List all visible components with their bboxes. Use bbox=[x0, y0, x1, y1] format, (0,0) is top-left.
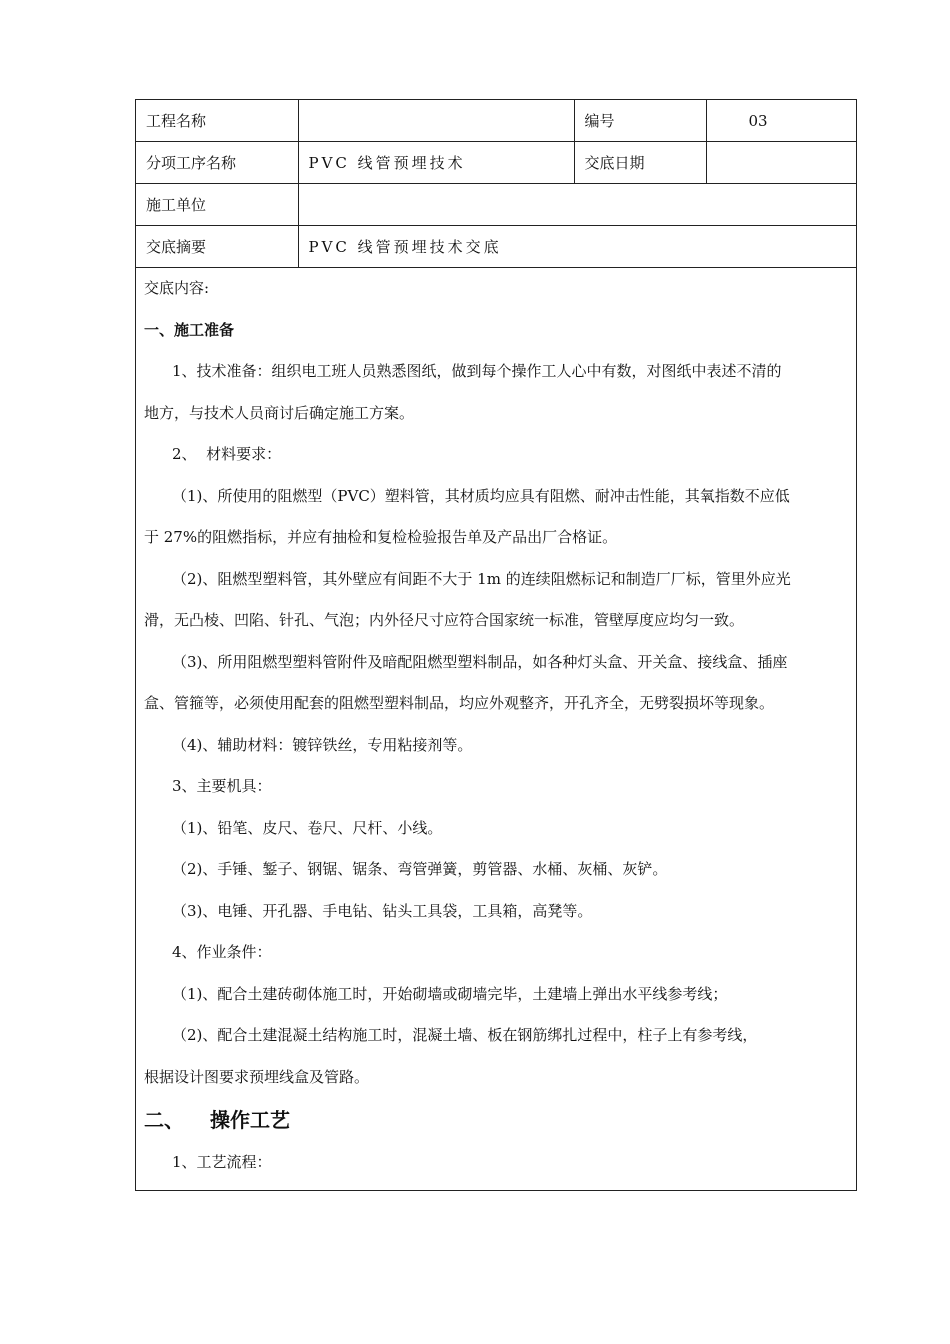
paragraph-4-title: 4、作业条件： bbox=[172, 943, 272, 961]
number-value: 03 bbox=[706, 100, 856, 142]
header-row-subitem bbox=[136, 142, 856, 184]
handover-content bbox=[136, 268, 856, 1184]
paragraph-2-2-line-1: （2)、阻燃型塑料管，其外壁应有间距不大于 1m 的连续阻燃标记和制造厂厂标，管里外应光 bbox=[172, 569, 791, 588]
sub-item-value: PVC 线管预埋技术 bbox=[298, 142, 574, 184]
summary-value: PVC 线管预埋技术交底 bbox=[298, 226, 856, 268]
paragraph-3-1: （1)、铅笔、皮尺、卷尺、尺杆、小线。 bbox=[172, 818, 443, 837]
number-label: 编号 bbox=[574, 100, 706, 142]
handover-date-label: 交底日期 bbox=[574, 142, 706, 184]
project-name-label: 工程名称 bbox=[136, 100, 298, 142]
paragraph-3-title: 3、主要机具： bbox=[172, 777, 272, 795]
section-2-number: 二、 bbox=[144, 1108, 184, 1132]
summary-label: 交底摘要 bbox=[136, 226, 298, 268]
paragraph-2-3-line-2: 盒、管箍等，必须使用配套的阻燃型塑料制品，均应外观整齐，开孔齐全，无劈裂损坏等现象。 bbox=[144, 694, 775, 712]
sub-item-label: 分项工序名称 bbox=[136, 142, 298, 184]
paragraph-4-2-line-1: （2)、配合土建混凝土结构施工时，混凝土墙、板在钢筋绑扎过程中，柱子上有参考线， bbox=[172, 1026, 758, 1044]
project-name-value bbox=[298, 100, 574, 142]
section-2-paragraph-1: 1、工艺流程： bbox=[172, 1153, 272, 1171]
paragraph-1-line-1: 1、技术准备：组织电工班人员熟悉图纸，做到每个操作工人心中有数，对图纸中表述不清的 bbox=[172, 362, 782, 380]
unit-value bbox=[298, 184, 856, 226]
paragraph-3-2: （2)、手锤、錾子、钢锯、锯条、弯管弹簧，剪管器、水桶、灰桶、灰铲。 bbox=[172, 860, 668, 878]
section-1-title: 一、施工准备 bbox=[144, 320, 235, 339]
paragraph-2-3-line-1: （3)、所用阻燃型塑料管附件及暗配阻燃型塑料制品，如各种灯头盒、开关盒、接线盒、插座 bbox=[172, 652, 788, 671]
paragraph-2-1-line-2: 于 27%的阻燃指标，并应有抽检和复检检验报告单及产品出厂合格证。 bbox=[144, 528, 618, 546]
header-row-summary bbox=[136, 226, 856, 268]
paragraph-2-4: （4)、辅助材料：镀锌铁丝，专用粘接剂等。 bbox=[172, 735, 473, 754]
paragraph-2-2-line-2: 滑，无凸棱、凹陷、针孔、气泡；内外径尺寸应符合国家统一标准，管壁厚度应均匀一致。 bbox=[144, 611, 745, 629]
paragraph-1-line-2: 地方，与技术人员商讨后确定施工方案。 bbox=[144, 403, 415, 422]
paragraph-4-2-line-2: 根据设计图要求预埋线盒及管路。 bbox=[144, 1067, 370, 1086]
paragraph-2-title: 2、 材料要求： bbox=[172, 445, 282, 463]
paragraph-4-1: （1)、配合土建砖砌体施工时，开始砌墙或砌墙完毕，土建墙上弹出水平线参考线； bbox=[172, 984, 728, 1003]
unit-label: 施工单位 bbox=[136, 184, 298, 226]
paragraph-3-3: （3)、电锤、开孔器、手电钻、钻头工具袋，工具箱，高凳等。 bbox=[172, 901, 593, 920]
handover-date-value bbox=[706, 142, 856, 184]
header-table bbox=[136, 100, 856, 268]
paragraph-2-1-line-1: （1)、所使用的阻燃型（PVC）塑料管，其材质均应具有阻燃、耐冲击性能，其氧指数不应低 bbox=[172, 486, 790, 505]
header-row-unit bbox=[136, 184, 856, 226]
content-intro: 交底内容: bbox=[144, 279, 210, 297]
handover-sheet bbox=[135, 99, 857, 1191]
header-row-project bbox=[136, 100, 856, 142]
section-2-title: 操作工艺 bbox=[210, 1108, 290, 1132]
section-2-heading bbox=[144, 1098, 848, 1142]
